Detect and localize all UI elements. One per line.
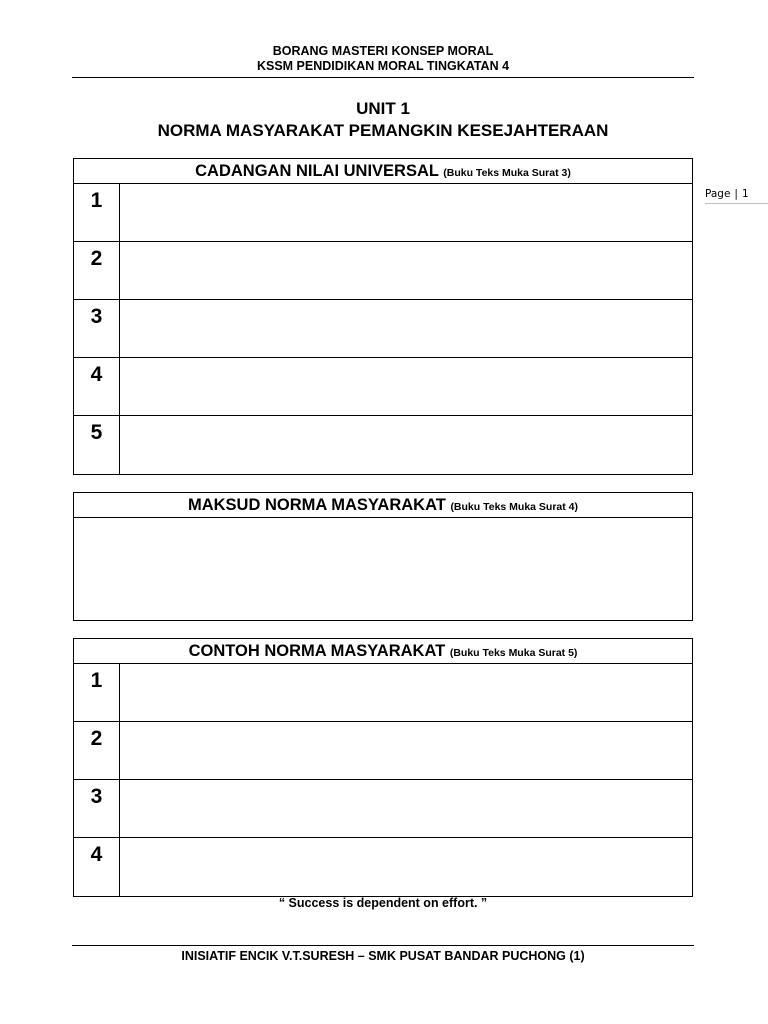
page-label: Page (705, 188, 731, 200)
nilai-universal-reference: (Buku Teks Muka Surat 3) (443, 167, 571, 179)
table-row (74, 184, 692, 242)
maksud-norma-box (73, 492, 693, 621)
answer-field[interactable] (120, 184, 692, 241)
maksud-norma-heading: MAKSUD NORMA MASYARAKAT (187, 496, 446, 514)
maksud-norma-title (74, 493, 692, 518)
answer-field[interactable] (120, 242, 692, 299)
unit-heading (72, 98, 694, 142)
maksud-norma-reference: (Buku Teks Muka Surat 4) (450, 501, 579, 513)
row-number: 2 (74, 242, 120, 299)
answer-field[interactable] (120, 722, 692, 779)
page-number: 1 (741, 188, 749, 200)
row-number: 2 (74, 722, 120, 779)
row-number: 4 (74, 838, 120, 896)
header-subject: KSSM PENDIDIKAN MORAL TINGKATAN 4 (256, 59, 510, 73)
contoh-norma-reference: (Buku Teks Muka Surat 5) (449, 647, 578, 659)
table-row (74, 358, 692, 416)
table-row (74, 780, 692, 838)
row-number: 3 (74, 780, 120, 837)
row-number: 3 (74, 300, 120, 357)
answer-field[interactable] (120, 300, 692, 357)
table-row (74, 416, 692, 474)
page-separator: | (734, 188, 738, 200)
contoh-norma-title (74, 639, 692, 664)
nilai-universal-heading: CADANGAN NILAI UNIVERSAL (195, 162, 439, 180)
footer-divider (72, 945, 694, 946)
nilai-universal-title (74, 159, 692, 184)
answer-field[interactable] (120, 664, 692, 721)
answer-field[interactable] (120, 780, 692, 837)
table-row (74, 722, 692, 780)
unit-number: UNIT 1 (356, 99, 410, 118)
row-number: 5 (74, 416, 120, 474)
header-divider (72, 77, 694, 78)
table-row (74, 242, 692, 300)
answer-field[interactable] (120, 358, 692, 415)
page-marker (705, 185, 768, 204)
answer-field[interactable] (120, 416, 692, 474)
contoh-norma-box (73, 638, 693, 897)
table-row (74, 838, 692, 896)
contoh-norma-heading: CONTOH NORMA MASYARAKAT (188, 642, 446, 660)
row-number: 1 (74, 664, 120, 721)
document-header (72, 44, 694, 74)
motivational-quote: “ Success is dependent on effort. ” (278, 896, 488, 910)
answer-field[interactable] (120, 838, 692, 896)
row-number: 4 (74, 358, 120, 415)
document-footer: INISIATIF ENCIK V.T.SURESH – SMK PUSAT BANDAR PUCHONG (1) (181, 949, 585, 963)
table-row (74, 664, 692, 722)
header-form-title: BORANG MASTERI KONSEP MORAL (272, 44, 494, 58)
row-number: 1 (74, 184, 120, 241)
answer-field[interactable] (74, 518, 692, 620)
unit-title: NORMA MASYARAKAT PEMANGKIN KESEJAHTERAAN (157, 121, 609, 140)
table-row (74, 300, 692, 358)
nilai-universal-box (73, 158, 693, 475)
